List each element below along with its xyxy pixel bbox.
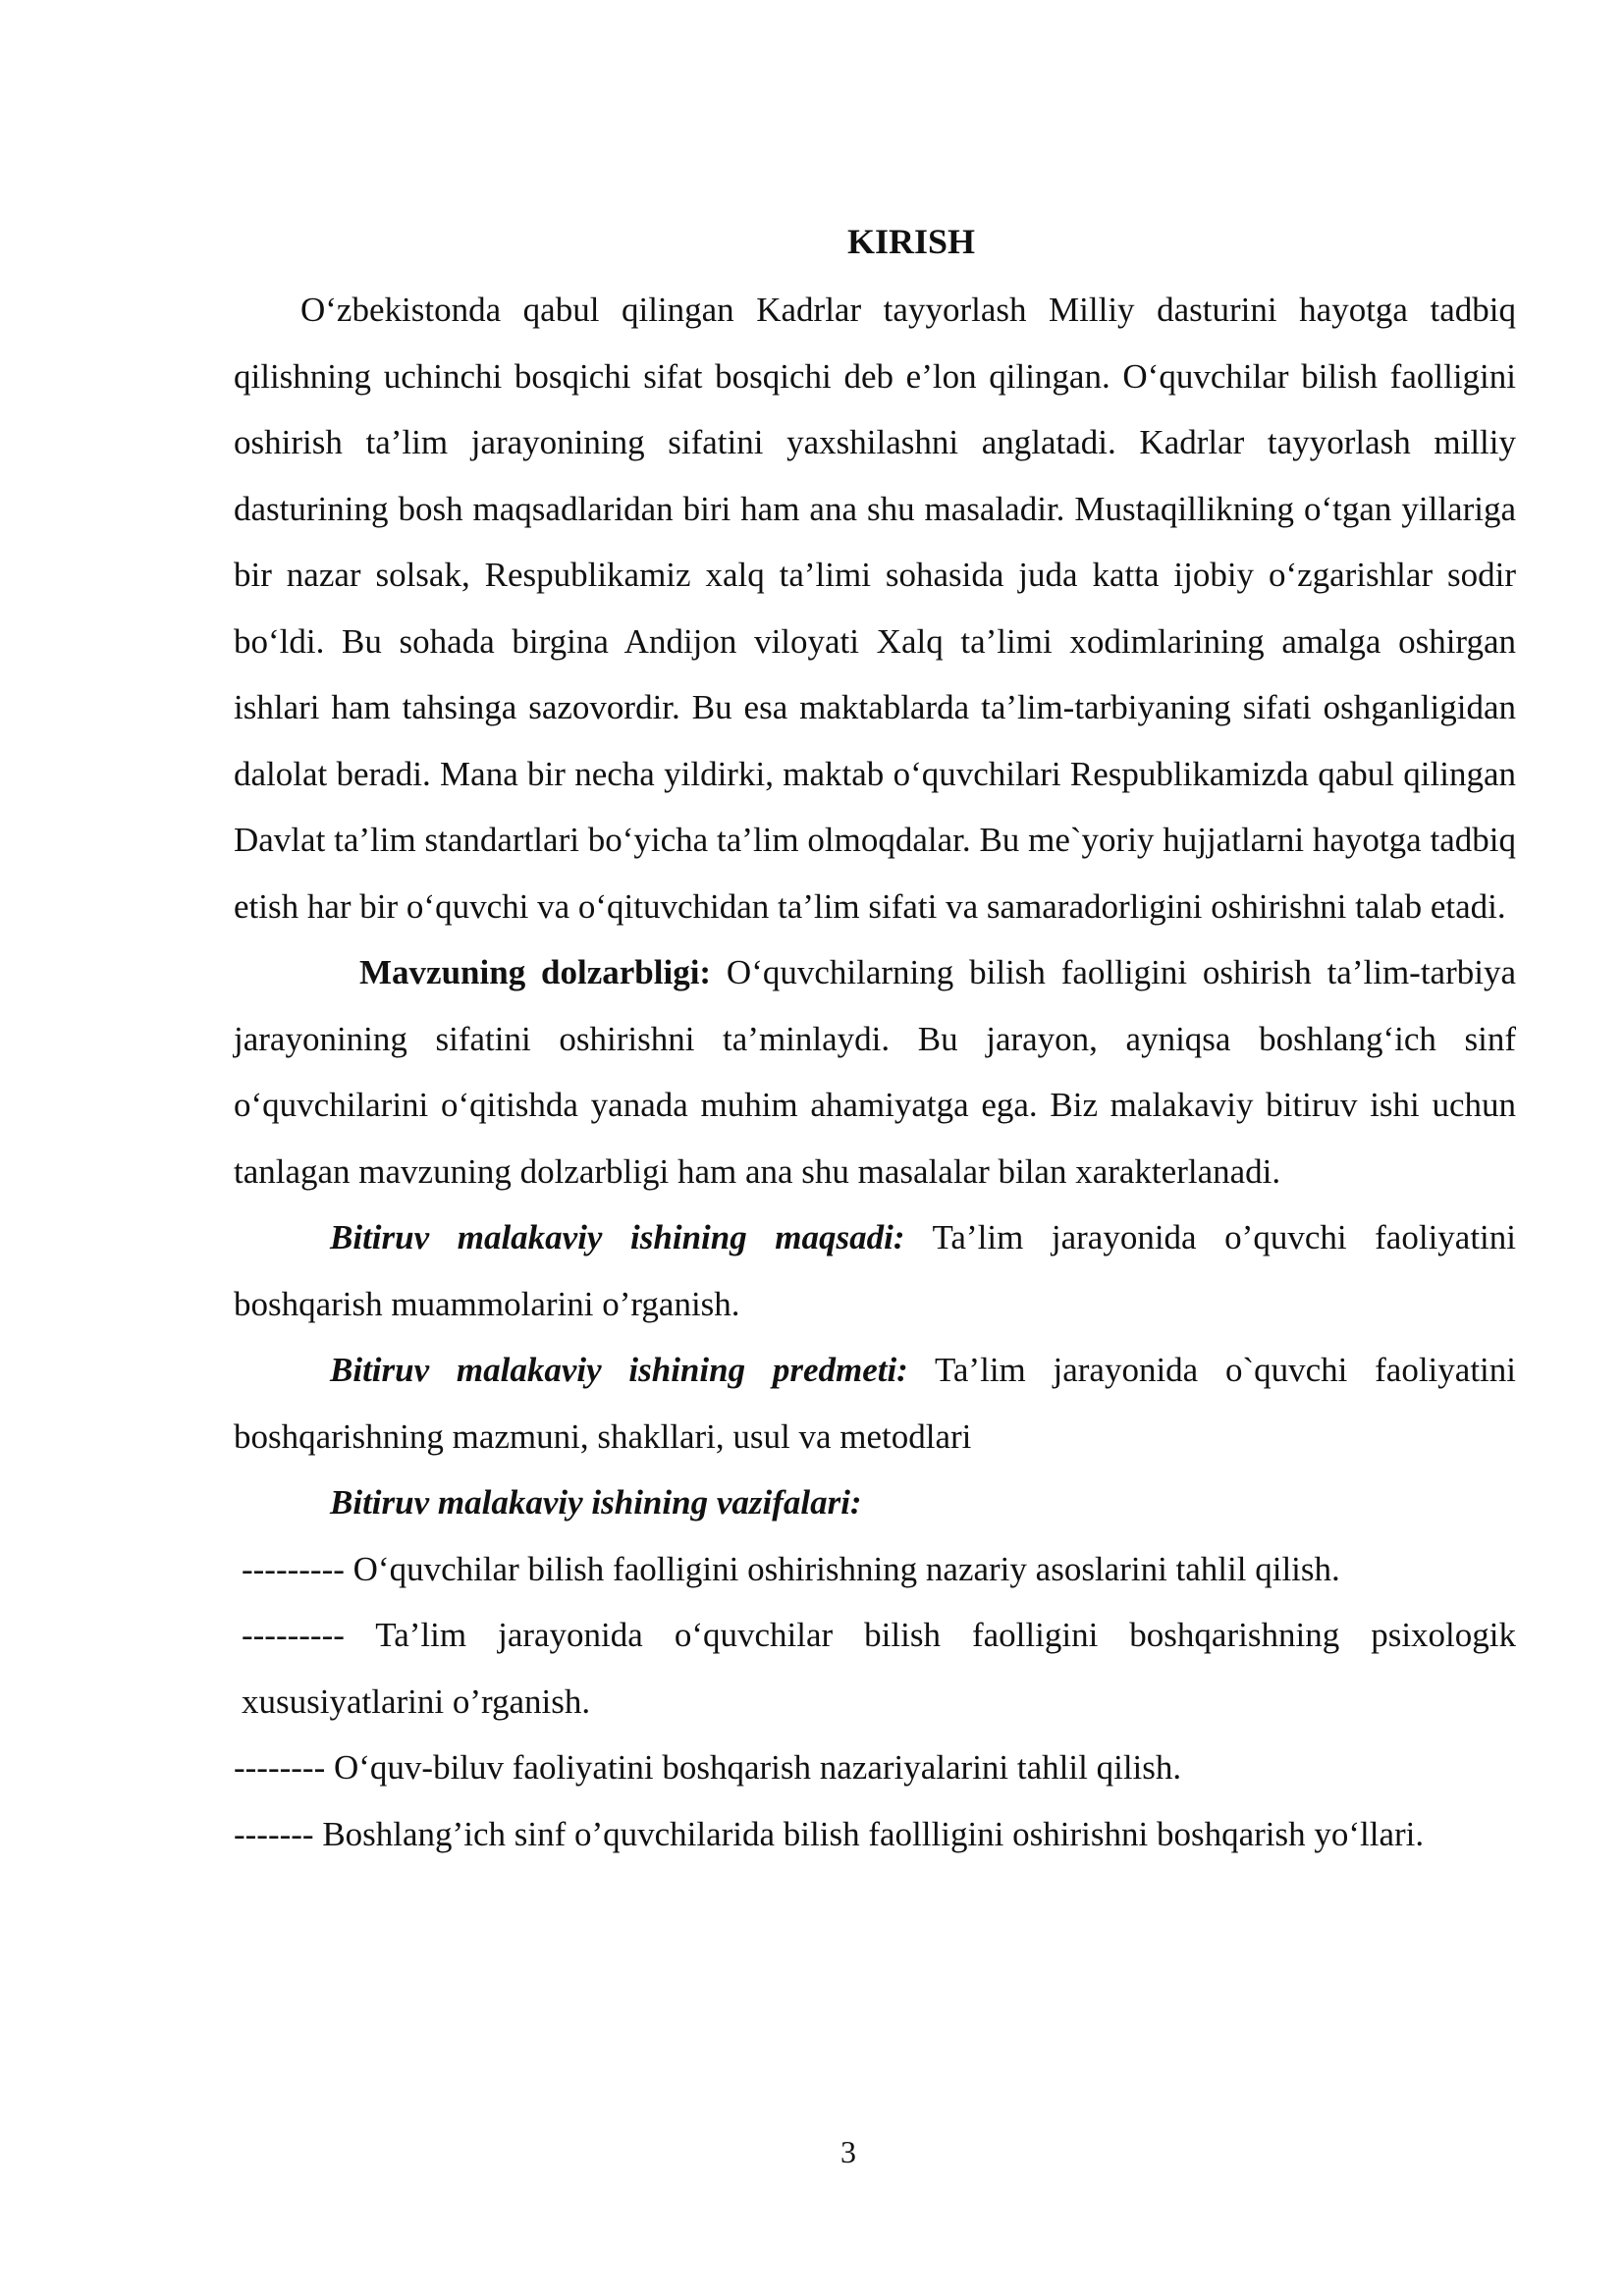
tasks-label: Bitiruv malakaviy ishining vazifalari: bbox=[330, 1483, 862, 1522]
subject-label: Bitiruv malakaviy ishining predmeti: bbox=[330, 1351, 908, 1389]
goal-label: Bitiruv malakaviy ishining maqsadi: bbox=[330, 1218, 905, 1256]
task-item-1: --------- O‘quvchilar bilish faolligini oshirishning nazariy asoslarini tahlil qilish. bbox=[242, 1549, 1340, 1588]
task-item-3: -------- O‘quv-biluv faoliyatini boshqarish nazariyalarini tahlil qilish. bbox=[234, 1748, 1182, 1787]
task-item-4: ------- Boshlang’ich sinf o’quvchilarida bilish faollligini oshirishni boshqarish yo‘llari. bbox=[234, 1814, 1425, 1853]
relevance-paragraph bbox=[234, 939, 1516, 1204]
goal-text: Ta’lim jarayonida o’quvchi faoliyatini boshqarish muammolarini o’rganish. bbox=[234, 1218, 1517, 1323]
goal-paragraph bbox=[234, 1204, 1516, 1337]
task-item-2: --------- Ta’lim jarayonida o‘quvchilar bilish faolligini boshqarishning psixologik xususiyatlarini o’rganish. bbox=[242, 1616, 1516, 1721]
relevance-label: Mavzuning dolzarbligi: bbox=[359, 953, 712, 991]
page-number: 3 bbox=[840, 2134, 856, 2169]
subject-text: Ta’lim jarayonida o`quvchi faoliyatini boshqarishning mazmuni, shakllari, usul va metodlari bbox=[234, 1351, 1516, 1456]
section-title: KIRISH bbox=[846, 222, 976, 261]
relevance-text: O‘quvchilarning bilish faolligini oshirish ta’lim-tarbiya jarayonining sifatini oshirishni ta’minlaydi. Bu jarayon, ayniqsa boshlang‘ich sinf o‘quvchilarini o‘qitishda yanada muhim ahamiyatga ega. Biz malakaviy bitiruv ishi uchun tanlagan mavzuning dolzarbligi ham ana shu masalalar bilan xarakterlanadi. bbox=[234, 953, 1516, 1191]
subject-paragraph bbox=[234, 1337, 1516, 1469]
tasks-heading bbox=[234, 1469, 1516, 1536]
intro-paragraph: O‘zbekistonda qabul qilingan Kadrlar tayyorlash Milliy dasturini hayotga tadbiq qilishning uchinchi bosqichi sifat bosqichi deb e’lon qilingan. O‘quvchilar bilish faolligini oshirish ta’lim jarayonining sifatini yaxshilashni anglatadi. Kadrlar tayyorlash milliy dasturining bosh maqsadlaridan biri ham ana shu masaladir. Mustaqillikning o‘tgan yillariga bir nazar solsak, Respublikamiz xalq ta’limi sohasida juda katta ijobiy o‘zgarishlar sodir bo‘ldi. Bu sohada birgina Andijon viloyati Xalq ta’limi xodimlarining amalga oshirgan ishlari ham tahsinga sazovordir. Bu esa maktablarda ta’lim-tarbiyaning sifati oshganligidan dalolat beradi. Mana bir necha yildirki, maktab o‘quvchilari Respublikamizda qabul qilingan Davlat ta’lim standartlari bo‘yicha ta’lim olmoqdalar. Bu me`yoriy hujjatlarni hayotga tadbiq etish har bir o‘quvchi va o‘qituvchidan ta’lim sifati va samaradorligini oshirishni talab etadi. bbox=[234, 291, 1516, 926]
page-content bbox=[234, 216, 1516, 1867]
